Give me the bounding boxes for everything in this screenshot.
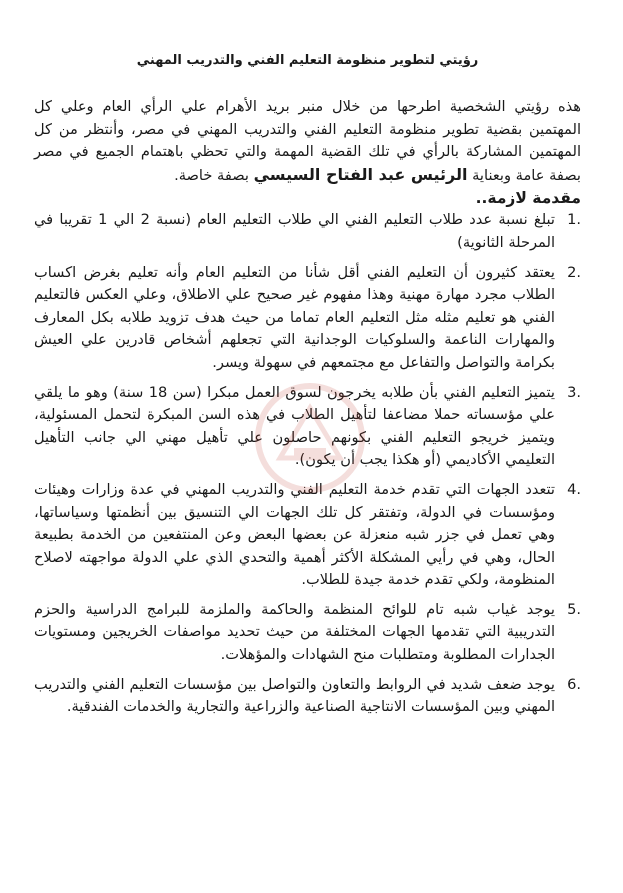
president-name: الرئيس عبد الفتاح السيسي xyxy=(253,164,468,184)
document-title: رؤيتي لتطوير منظومة التعليم الفني والتدريب المهني xyxy=(136,53,479,68)
item-number: 1 . xyxy=(559,209,581,232)
item-text: يوجد غياب شبه تام للوائح المنظمة والحاكمة والملزمة للبرامج الدراسية والحزم التدريبية التي تقدمها الجهات المختلفة من حيث تحديد مواصفات الخريجين ومستويات الجدارات المطلوبة ومتطلبات منح الشهادات والمؤهلات. xyxy=(34,600,555,664)
item-text: تتعدد الجهات التي تقدم خدمة التعليم الفني والتدريب المهني في عدة وزارات وهيئات ومؤسسات في الدولة، وتفتقر كل تلك الجهات الي التنسيق بين أنظمتها وسياساتها، وهي تعمل في جزر شبه منعزلة عن بعضها البعض وعن المنتفعين من الخدمة بطبيعة الحال، وهي في رأيي المشكلة الأكثر أهمية والتحدي الذي علي الدولة مواجهته لاصلاح المنظومة، ولكي تقدم خدمة جيدة للطلاب. xyxy=(34,480,555,589)
item-text: يوجد ضعف شديد في الروابط والتعاون والتواصل بين مؤسسات التعليم الفني والتدريب المهني وبين المؤسسات الانتاجية الصناعية والزراعية والتجارية والخدمات الفندقية. xyxy=(34,675,555,716)
item-number: 3 . xyxy=(559,382,581,405)
intro-text: هذه رؤيتي الشخصية اطرحها من خلال منبر بريد الأهرام علي الرأي العام وعلي كل المهتمين بقضية تطوير منظومة التعليم الفني والتدريب المهني في مصر، وأنتظر من كل المهتمين المشاركة بالرأي في تلك القضية المهمة والتي تحظي باهتمام الجميع في مصر بصفة عامة وبعناية xyxy=(34,98,581,184)
item-text: تبلغ نسبة عدد طلاب التعليم الفني الي طلاب التعليم العام (نسبة 2 الي 1 تقريبا في المرحلة الثانوية) xyxy=(34,211,555,251)
item-number: 4 . xyxy=(559,479,581,502)
section-heading: مقدمة لازمة.. xyxy=(475,189,581,208)
item-number: 6 . xyxy=(559,674,581,697)
intro-end: بصفة خاصة. xyxy=(174,166,249,184)
item-number: 2 . xyxy=(559,262,581,285)
item-number: 5 . xyxy=(559,599,581,622)
list-item xyxy=(34,479,581,592)
intro-paragraph xyxy=(34,96,581,187)
list-item xyxy=(34,382,581,472)
list-item xyxy=(34,262,581,375)
item-text: يتميز التعليم الفني بأن طلابه يخرجون لسوق العمل مبكرا (سن 18 سنة) وهو ما يلقي علي مؤسساته حملا مضاعفا لتأهيل الطلاب في هذه السن المبكرة لتحمل المسئولية، ويتميز خريجو التعليم الفني بكونهم حاصلون علي تأهيل مهني الي جانب التأهيل التعليمي الأكاديمي (أو هكذا يجب أن يكون). xyxy=(34,383,555,469)
list-item xyxy=(34,674,581,719)
list-item xyxy=(34,599,581,667)
points-list xyxy=(34,209,581,718)
item-text: يعتقد كثيرون أن التعليم الفني أقل شأنا من التعليم العام وأنه تعليم بغرض اكساب الطلاب مجرد مهارة مهنية وهذا مفهوم غير صحيح علي الاطلاق، وعلي العكس فالتعليم الفني هو تعليم مثله مثل التعليم العام تماما من حيث هدف تزويد طلابه بكل المعارف والمهارات الناعمة والسلوكيات الوجدانية التي تجعلهم أشخاص قادرين علي العيش بكرامة والتواصل والتفاعل مع مجتمعهم في سهولة ويسر. xyxy=(34,263,555,371)
list-item xyxy=(34,209,581,254)
